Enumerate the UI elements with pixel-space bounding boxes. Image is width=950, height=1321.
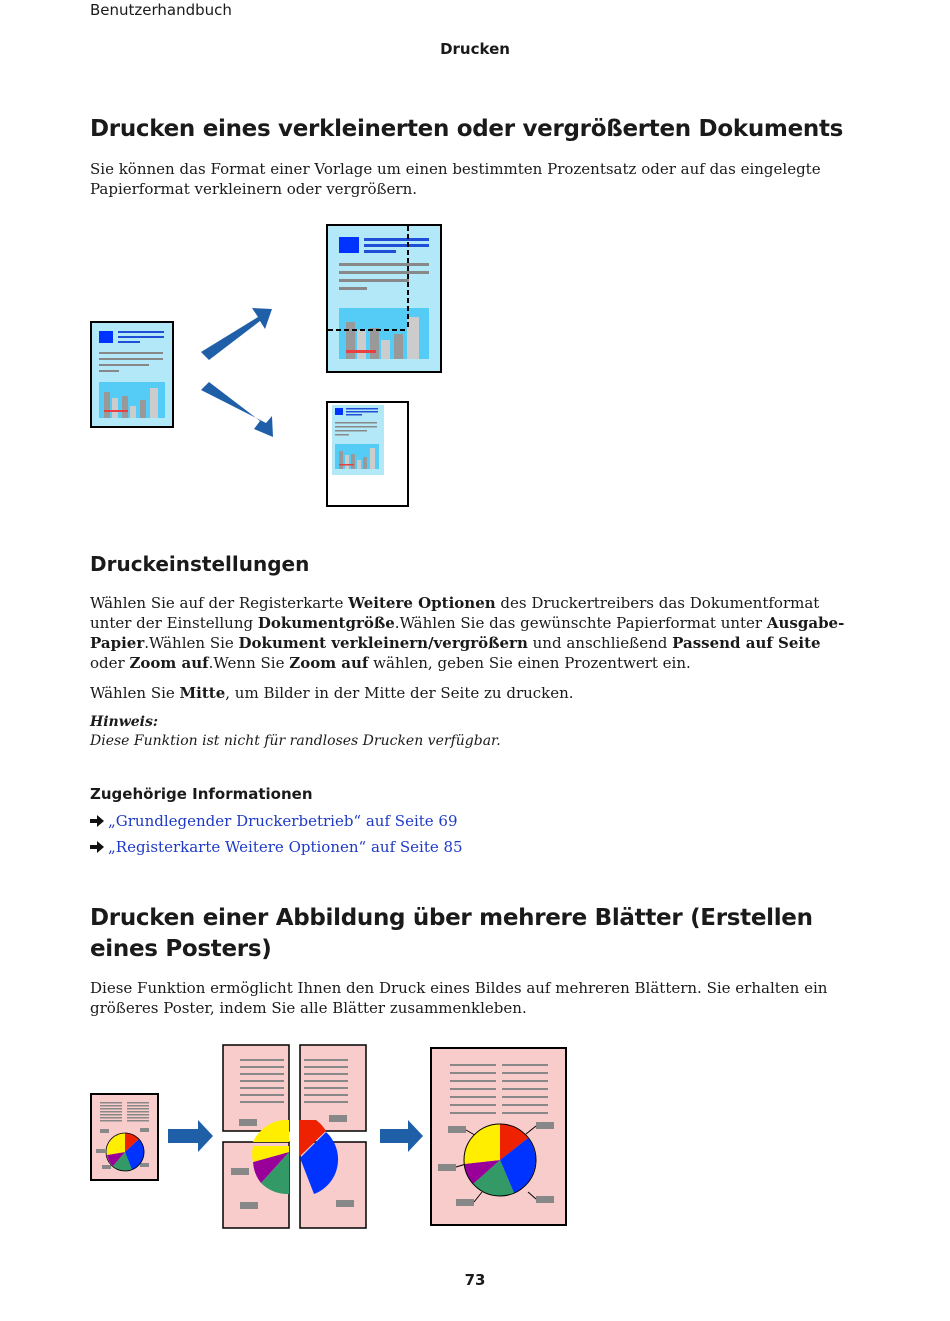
running-header: Benutzerhandbuch — [90, 1, 232, 19]
print-settings-title: Druckeinstellungen — [90, 552, 310, 576]
option-center: Mitte — [179, 684, 226, 702]
setting-reduce-enlarge: Dokument verkleinern/vergrößern — [238, 634, 528, 652]
section-intro-poster: Diese Funktion ermöglicht Ihnen den Druck eines Bildes auf mehreren Blättern. Sie erhalten ein größeres Poster, indem Sie alle Blätter zusammenkleben. — [90, 979, 828, 1017]
enlarged-document-icon — [327, 225, 441, 372]
setting-document-size: Dokumentgröße — [257, 614, 395, 632]
pie-chart-icon-small — [106, 1133, 144, 1171]
option-fit-to-page: Passend auf Seite — [672, 634, 821, 652]
reduce-enlarge-illustration — [88, 222, 448, 512]
related-link-row-1 — [90, 811, 458, 831]
related-info-title: Zugehörige Informationen — [90, 785, 313, 803]
chapter-header: Drucken — [440, 40, 510, 58]
arrow-right-icon — [90, 811, 108, 831]
section-title-reduce-enlarge: Drucken eines verkleinerten oder vergrößerten Dokuments — [90, 116, 844, 142]
arrow-right-large-icon-2 — [380, 1120, 423, 1152]
arrow-reduce-icon — [201, 382, 273, 437]
section-title-poster: Drucken einer Abbildung über mehrere Blätter (Erstellen eines Posters) — [90, 905, 813, 962]
pie-chart-icon-split — [252, 1120, 338, 1194]
link-basic-printer-operation[interactable]: „Grundlegender Druckerbetrieb“ auf Seite 69 — [108, 812, 458, 830]
option-zoom-to: Zoom auf — [129, 654, 209, 672]
poster-tiles-icon — [223, 1045, 366, 1228]
option-zoom-to-repeat: Zoom auf — [289, 654, 369, 672]
original-document-icon — [91, 322, 173, 427]
arrow-enlarge-icon — [201, 308, 272, 360]
print-settings-instructions: Wählen Sie auf der Registerkarte Weitere Optionen des Druckertreibers das Dokumentformat unter der Einstellung Dokumentgröße.Wählen Sie das gewünschte Papierformat unter Ausgabe-Papier.Wählen Sie Dokument verkleinern/vergrößern und anschließend Passend auf Seite oder Zoom auf.Wenn Sie Zoom auf wählen, geben Sie einen Prozentwert ein. — [90, 594, 845, 672]
section-intro-reduce-enlarge: Sie können das Format einer Vorlage um einen bestimmten Prozentsatz oder auf das eingelegte Papierformat verkleinern oder vergrößern. — [90, 160, 821, 198]
note-label: Hinweis: — [90, 714, 159, 730]
pie-chart-icon-large — [464, 1124, 536, 1196]
reduced-document-icon — [327, 402, 408, 506]
poster-illustration — [88, 1042, 570, 1234]
center-instruction: Wählen Sie Mitte, um Bilder in der Mitte der Seite zu drucken. — [90, 684, 574, 702]
arrow-right-large-icon — [168, 1120, 213, 1152]
original-image-icon — [91, 1094, 158, 1180]
note-text: Diese Funktion ist nicht für randloses Drucken verfügbar. — [90, 733, 501, 749]
final-poster-icon — [431, 1048, 566, 1225]
page-number: 73 — [464, 1271, 486, 1289]
arrow-right-icon — [90, 837, 108, 857]
related-link-row-2 — [90, 837, 463, 857]
setting-output-paper: Ausgabe-Papier — [90, 614, 845, 652]
tab-name-more-options: Weitere Optionen — [348, 594, 496, 612]
link-more-options-tab[interactable]: „Registerkarte Weitere Optionen“ auf Seite 85 — [108, 838, 463, 856]
